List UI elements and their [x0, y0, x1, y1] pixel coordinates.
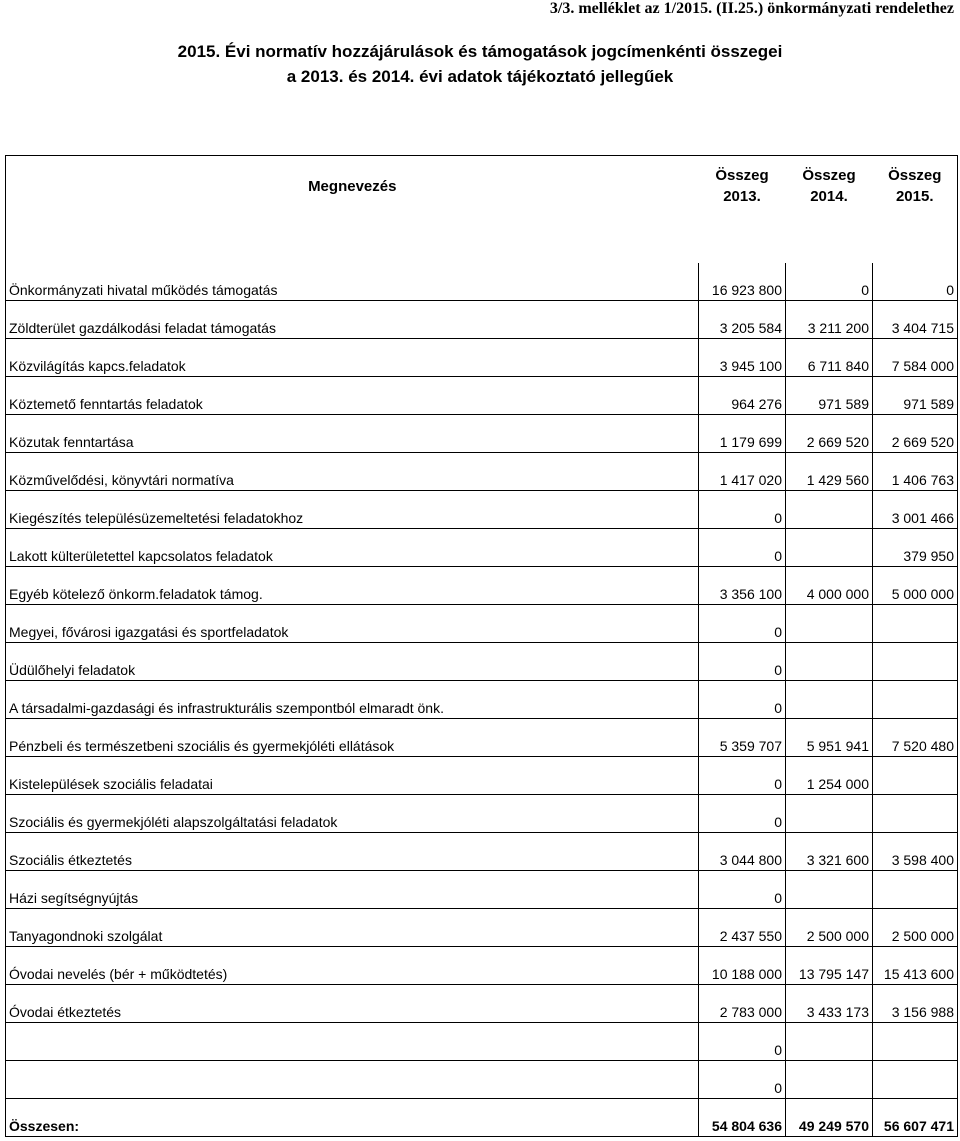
cell-2014: 2 500 000	[786, 909, 873, 947]
cell-2015: 971 589	[873, 377, 958, 415]
cell-2013: 0	[699, 871, 786, 909]
table-row	[6, 985, 958, 1023]
table-header-row	[6, 156, 958, 217]
cell-2015	[873, 795, 958, 833]
table-row	[6, 605, 958, 643]
table-row	[6, 491, 958, 529]
cell-2014	[786, 605, 873, 643]
cell-2013: 0	[699, 795, 786, 833]
table-row	[6, 795, 958, 833]
table-row	[6, 453, 958, 491]
table-row	[6, 1023, 958, 1061]
table-row	[6, 833, 958, 871]
table-row	[6, 263, 958, 301]
cell-2015	[873, 681, 958, 719]
cell-name: Összesen:	[6, 1099, 699, 1137]
header-2013: Összeg 2013.	[699, 156, 786, 217]
cell-2015	[873, 605, 958, 643]
cell-2014: 3 321 600	[786, 833, 873, 871]
cell-name: Kistelepülések szociális feladatai	[6, 757, 699, 795]
cell-2015: 7 584 000	[873, 339, 958, 377]
cell-2014: 4 000 000	[786, 567, 873, 605]
cell-name: Kiegészítés településüzemeltetési feladatokhoz	[6, 491, 699, 529]
document-subtitle: a 2013. és 2014. évi adatok tájékoztató jellegűek	[286, 67, 674, 86]
table-row	[6, 909, 958, 947]
header-2015: Összeg 2015.	[873, 156, 958, 217]
cell-2014: 0	[786, 263, 873, 301]
cell-2013: 3 945 100	[699, 339, 786, 377]
table-row	[6, 871, 958, 909]
cell-name: A társadalmi-gazdasági és infrastrukturális szempontból elmaradt önk.	[6, 681, 699, 719]
cell-2015	[873, 643, 958, 681]
cell-2013: 964 276	[699, 377, 786, 415]
cell-2015: 3 156 988	[873, 985, 958, 1023]
cell-name: Pénzbeli és természetbeni szociális és gyermekjóléti ellátások	[6, 719, 699, 757]
table-total-row	[6, 1099, 958, 1137]
table-row	[6, 377, 958, 415]
cell-2013: 0	[699, 643, 786, 681]
cell-name	[6, 1023, 699, 1061]
cell-name: Köztemető fenntartás feladatok	[6, 377, 699, 415]
cell-name: Óvodai étkeztetés	[6, 985, 699, 1023]
cell-2015: 3 404 715	[873, 301, 958, 339]
cell-2014: 5 951 941	[786, 719, 873, 757]
cell-name: Közvilágítás kapcs.feladatok	[6, 339, 699, 377]
cell-2013: 3 044 800	[699, 833, 786, 871]
table-row	[6, 757, 958, 795]
cell-2013: 10 188 000	[699, 947, 786, 985]
cell-2015: 1 406 763	[873, 453, 958, 491]
cell-2013: 5 359 707	[699, 719, 786, 757]
cell-2015: 3 001 466	[873, 491, 958, 529]
cell-2013: 0	[699, 605, 786, 643]
cell-name: Szociális étkeztetés	[6, 833, 699, 871]
cell-2014: 971 589	[786, 377, 873, 415]
table-row	[6, 567, 958, 605]
cell-2013: 3 205 584	[699, 301, 786, 339]
header-note: 3/3. melléklet az 1/2015. (II.25.) önkormányzati rendelethez	[549, 0, 954, 17]
table-row	[6, 947, 958, 985]
cell-2014	[786, 795, 873, 833]
cell-2013: 0	[699, 529, 786, 567]
cell-2013: 16 923 800	[699, 263, 786, 301]
cell-2014	[786, 1023, 873, 1061]
cell-2013: 1 417 020	[699, 453, 786, 491]
cell-2013: 0	[699, 681, 786, 719]
cell-name: Önkormányzati hivatal működés támogatás	[6, 263, 699, 301]
cell-name: Egyéb kötelező önkorm.feladatok támog.	[6, 567, 699, 605]
cell-2014	[786, 871, 873, 909]
cell-2015: 7 520 480	[873, 719, 958, 757]
cell-2013: 0	[699, 1023, 786, 1061]
cell-2014: 3 211 200	[786, 301, 873, 339]
cell-2015: 3 598 400	[873, 833, 958, 871]
cell-2015	[873, 1023, 958, 1061]
cell-name: Szociális és gyermekjóléti alapszolgáltatási feladatok	[6, 795, 699, 833]
cell-2014: 13 795 147	[786, 947, 873, 985]
cell-2015: 15 413 600	[873, 947, 958, 985]
cell-name: Közművelődési, könyvtári normatíva	[6, 453, 699, 491]
table-spacer-row	[6, 216, 958, 263]
document-title: 2015. Évi normatív hozzájárulások és támogatások jogcímenkénti összegei	[177, 42, 783, 61]
cell-2015	[873, 871, 958, 909]
cell-2013: 1 179 699	[699, 415, 786, 453]
cell-2015: 56 607 471	[873, 1099, 958, 1137]
cell-2013: 0	[699, 1061, 786, 1099]
cell-name	[6, 1061, 699, 1099]
cell-2014	[786, 681, 873, 719]
cell-2015: 5 000 000	[873, 567, 958, 605]
cell-2013: 0	[699, 757, 786, 795]
cell-2013: 2 437 550	[699, 909, 786, 947]
cell-2015: 2 669 520	[873, 415, 958, 453]
cell-2014: 3 433 173	[786, 985, 873, 1023]
cell-2015	[873, 757, 958, 795]
cell-2014: 1 429 560	[786, 453, 873, 491]
cell-2014: 2 669 520	[786, 415, 873, 453]
cell-2014	[786, 643, 873, 681]
cell-name: Zöldterület gazdálkodási feladat támogatás	[6, 301, 699, 339]
header-name: Megnevezés	[6, 156, 699, 217]
cell-2013: 2 783 000	[699, 985, 786, 1023]
cell-2013: 3 356 100	[699, 567, 786, 605]
cell-name: Óvodai nevelés (bér + működtetés)	[6, 947, 699, 985]
table-row	[6, 643, 958, 681]
table-row	[6, 1061, 958, 1099]
cell-name: Házi segítségnyújtás	[6, 871, 699, 909]
cell-name: Tanyagondnoki szolgálat	[6, 909, 699, 947]
cell-2014: 49 249 570	[786, 1099, 873, 1137]
table-row	[6, 719, 958, 757]
table-row	[6, 415, 958, 453]
cell-2015: 2 500 000	[873, 909, 958, 947]
cell-2014: 6 711 840	[786, 339, 873, 377]
table-row	[6, 529, 958, 567]
cell-2014: 1 254 000	[786, 757, 873, 795]
cell-name: Lakott külterületettel kapcsolatos feladatok	[6, 529, 699, 567]
cell-name: Közutak fenntartása	[6, 415, 699, 453]
cell-2014	[786, 1061, 873, 1099]
cell-name: Megyei, fővárosi igazgatási és sportfeladatok	[6, 605, 699, 643]
cell-2013: 54 804 636	[699, 1099, 786, 1137]
cell-2014	[786, 529, 873, 567]
cell-name: Üdülőhelyi feladatok	[6, 643, 699, 681]
grants-table	[5, 155, 958, 1137]
cell-2015: 379 950	[873, 529, 958, 567]
header-2014: Összeg 2014.	[786, 156, 873, 217]
table-row	[6, 339, 958, 377]
table-row	[6, 301, 958, 339]
cell-2015: 0	[873, 263, 958, 301]
cell-2014	[786, 491, 873, 529]
cell-2013: 0	[699, 491, 786, 529]
cell-2015	[873, 1061, 958, 1099]
table-row	[6, 681, 958, 719]
